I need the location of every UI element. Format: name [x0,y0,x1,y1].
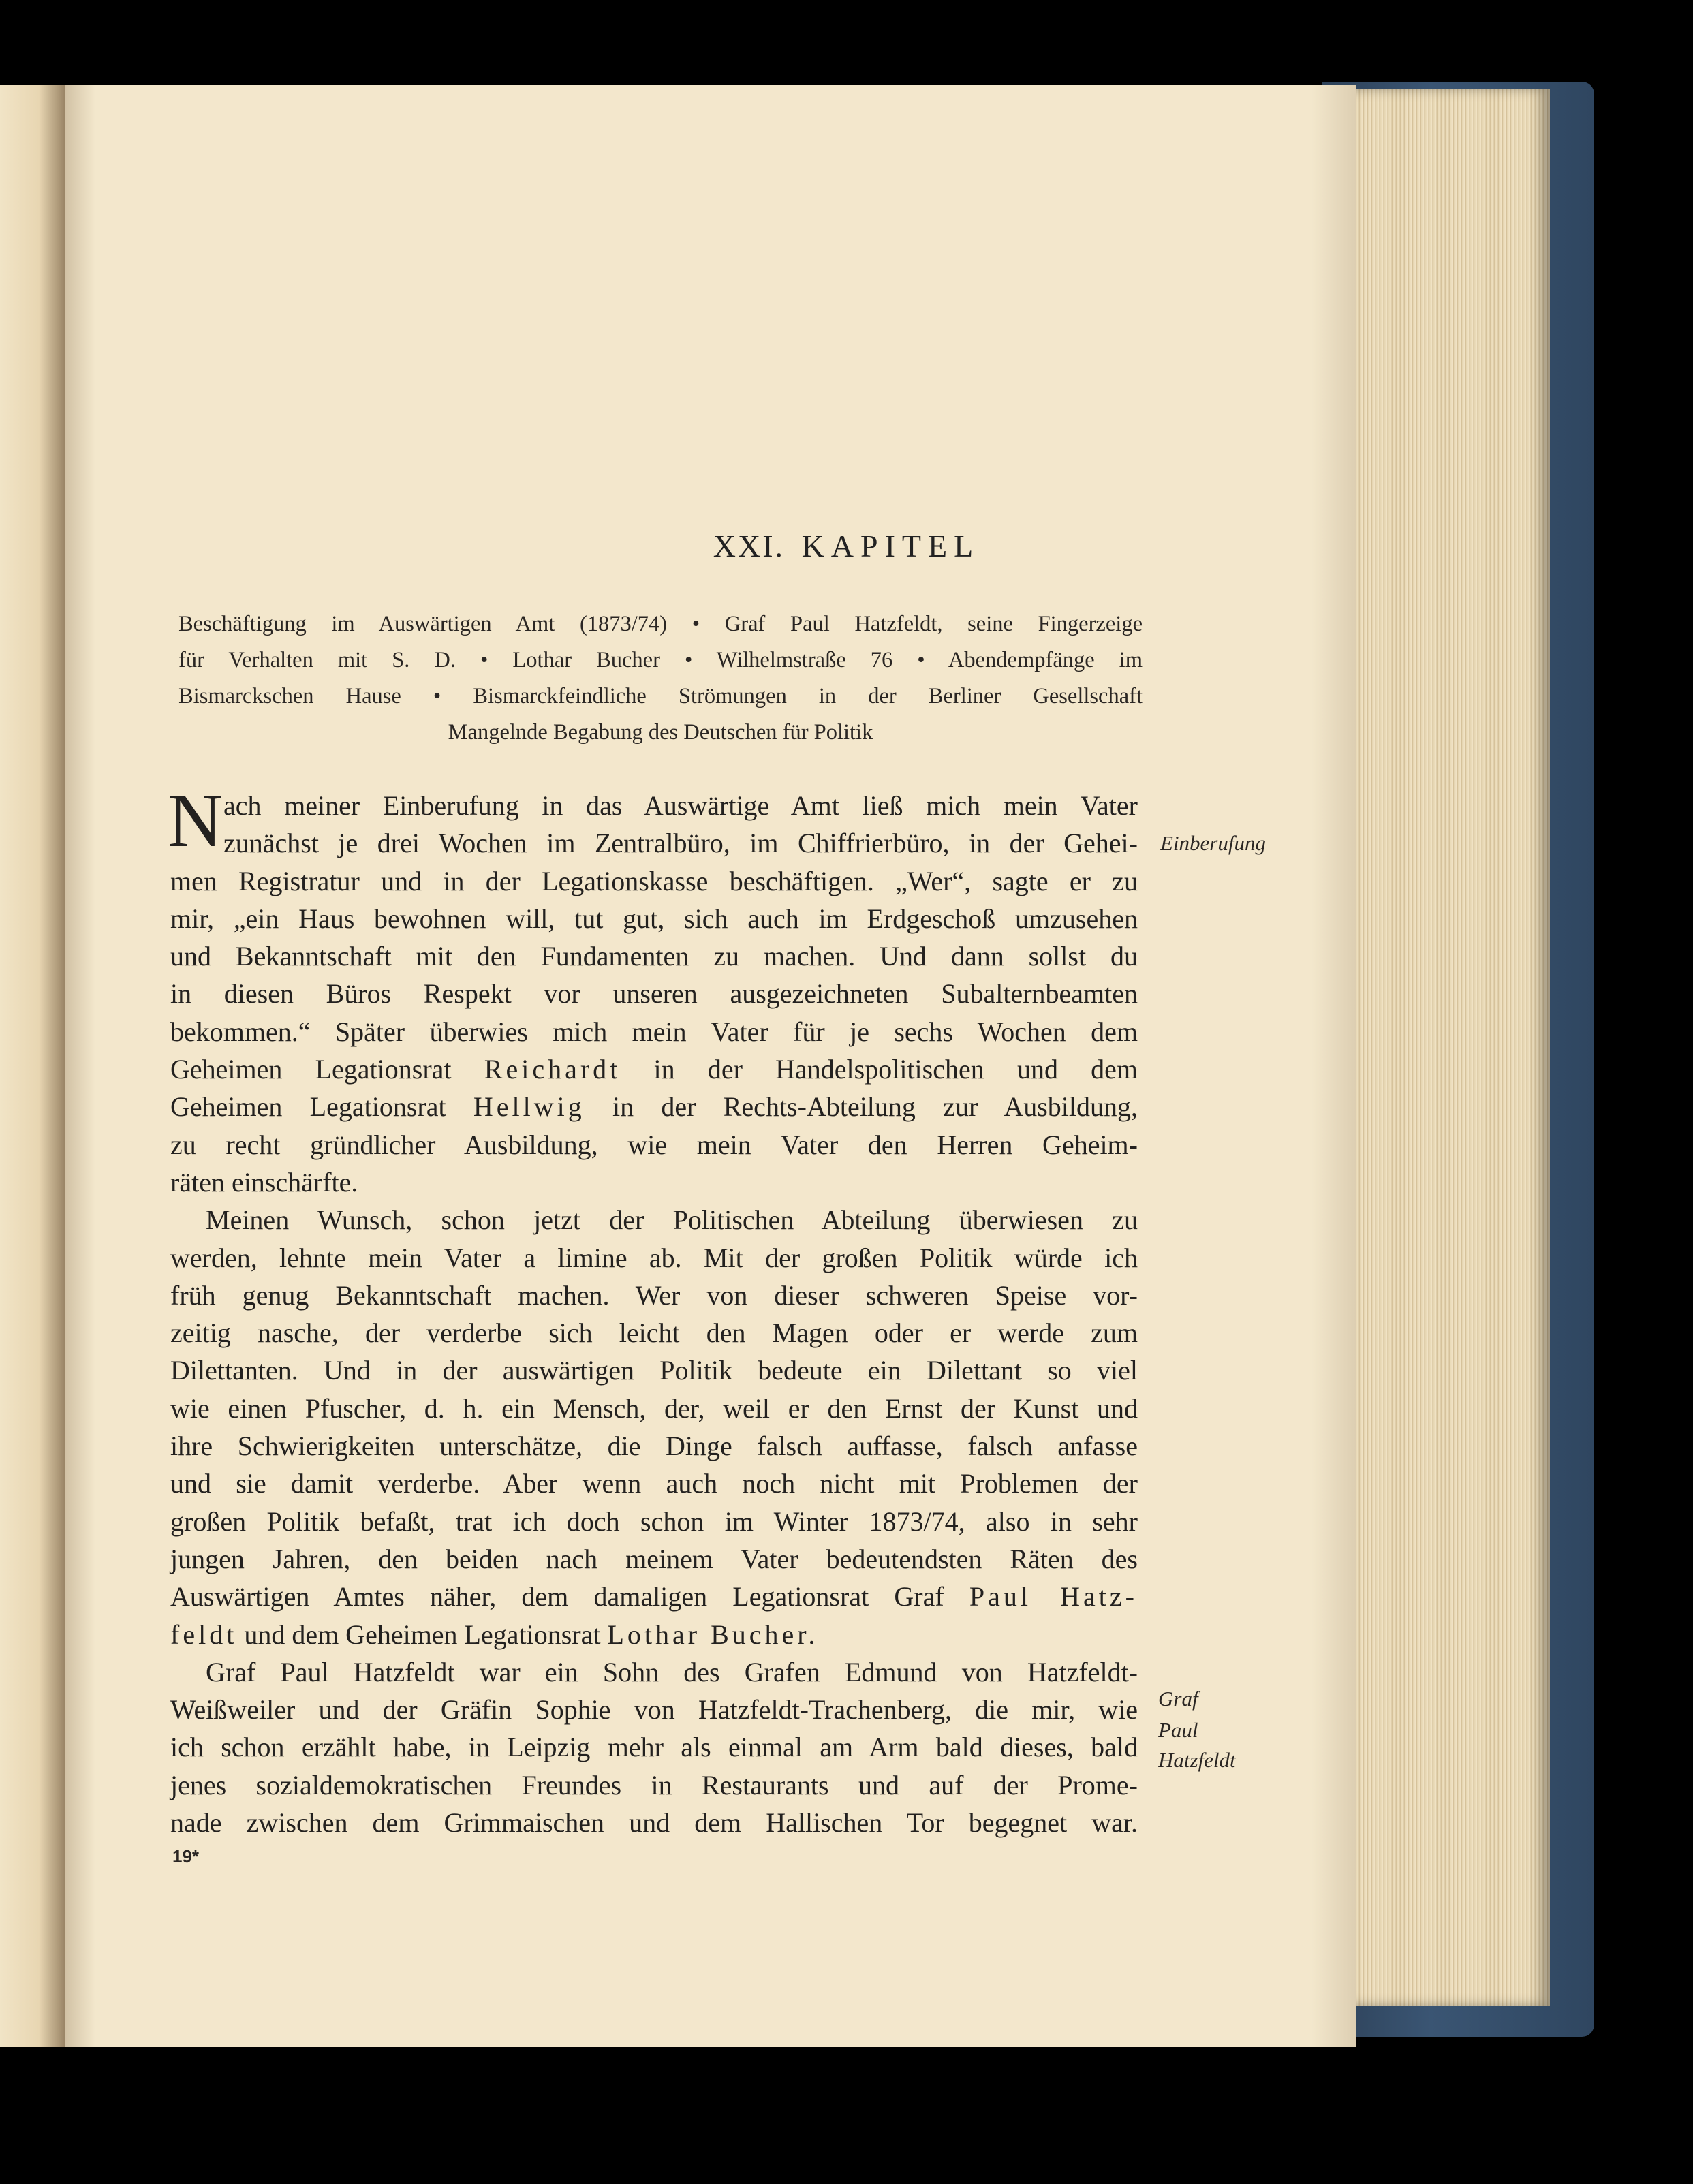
text-line: Dilettanten. Und in der auswärtigen Politik bedeute ein Dilettant so viel [170,1355,1138,1386]
page-edges [1352,89,1550,2006]
name-hellwig: Hellwig [473,1091,585,1123]
text-line: wie einen Pfuscher, d. h. ein Mensch, der, weil er den Ernst der Kunst und [170,1392,1138,1424]
text-line: Weißweiler und der Gräfin Sophie von Hatzfeldt-Trachenberg, die mir, wie [170,1694,1138,1726]
text-line: jungen Jahren, den beiden nach meinem Vater bedeutendsten Räten des [170,1543,1138,1574]
text-line: mir, „ein Haus bewohnen will, tut gut, sich auch im Erdgeschoß umzusehen [170,903,1138,934]
name-hatzfeldt-end: feldt [170,1619,238,1650]
text-line [170,1050,1138,1088]
text-line: und sie damit verderbe. Aber wenn auch noch nicht mit Problemen der [170,1468,1138,1499]
text-line: großen Politik befaßt, trat ich doch schon im Winter 1873/74, also in sehr [170,1506,1138,1537]
text-segment: und dem Geheimen Legationsrat [244,1619,601,1650]
text-line: nade zwischen dem Grimmaischen und dem Hallischen Tor begegnet war. [170,1807,1138,1839]
text-line: Graf Paul Hatzfeldt war ein Sohn des Grafen Edmund von Hatzfeldt- [206,1656,1138,1687]
summary-line: Mangelnde Begabung des Deutschen für Politik [448,720,873,745]
chapter-heading [0,528,1693,564]
name-reichardt: Reichardt [484,1054,621,1085]
margin-note-hatzfeldt: Hatzfeldt [1158,1748,1236,1772]
text-segment: Geheimen Legationsrat [170,1091,446,1123]
name-lothar-bucher: Lothar Bucher. [607,1619,819,1650]
text-line: werden, lehnte mein Vater a limine ab. Mit der großen Politik würde ich [170,1242,1138,1273]
text-line: in diesen Büros Respekt vor unseren ausgezeichneten Subalternbeamten [170,978,1138,1010]
text-line: men Registratur und in der Legationskasse beschäftigen. „Wer“, sagte er zu [170,865,1138,896]
chapter-word: KAPITEL [801,529,980,563]
summary-line: für Verhalten mit S. D. • Lothar Bucher • Wilhelmstraße 76 • Abendempfänge im [178,648,1143,672]
text-line [170,1616,1138,1653]
facing-page-edge [0,85,65,2047]
text-segment: Geheimen Legationsrat [170,1054,452,1085]
summary-line: Bismarckschen Hause • Bismarckfeindliche Strömungen in der Berliner Gesellschaft [178,684,1143,708]
text-segment: in der Rechts-Abteilung zur Ausbildung, [612,1091,1138,1123]
text-line [170,1088,1138,1125]
signature-mark: 19* [172,1846,200,1867]
margin-note-paul: Paul [1158,1718,1198,1742]
text-segment: in der Handelspolitischen und dem [653,1054,1138,1085]
drop-cap: N [168,779,223,863]
text-line: und Bekanntschaft mit den Fundamenten zu machen. Und dann sollst du [170,941,1138,972]
text-line: räten einschärfte. [170,1166,358,1198]
text-line: zeitig nasche, der verderbe sich leicht den Magen oder er werde zum [170,1317,1138,1349]
text-line: zunächst je drei Wochen im Zentralbüro, im Chiffrierbüro, in der Gehei- [223,828,1138,859]
chapter-number: XXI. [713,529,786,563]
text-line: bekommen.“ Später überwies mich mein Vater für je sechs Wochen dem [170,1016,1138,1047]
text-line: jenes sozialdemokratischen Freundes in Restaurants und auf der Prome- [170,1769,1138,1800]
text-line: zu recht gründlicher Ausbildung, wie mein Vater den Herren Geheim- [170,1129,1138,1160]
text-line: ihre Schwierigkeiten unterschätze, die Dinge falsch auffasse, falsch anfasse [170,1431,1138,1462]
text-line: ich schon erzählt habe, in Leipzig mehr als einmal am Arm bald dieses, bald [170,1732,1138,1763]
text-line: früh genug Bekanntschaft machen. Wer von dieser schweren Speise vor- [170,1279,1138,1311]
margin-note-einberufung: Einberufung [1160,831,1266,855]
text-line: Meinen Wunsch, schon jetzt der Politischen Abteilung überwiesen zu [206,1204,1138,1236]
name-paul-hatzfeldt: Paul Hatz- [969,1581,1138,1612]
text-segment: Auswärtigen Amtes näher, dem damaligen Legationsrat Graf [170,1581,944,1612]
text-line: ach meiner Einberufung in das Auswärtige Amt ließ mich mein Vater [223,790,1138,821]
text-line [170,1578,1138,1615]
summary-line: Beschäftigung im Auswärtigen Amt (1873/74) • Graf Paul Hatzfeldt, seine Fingerzeige [178,612,1143,636]
body-text [168,779,1138,1841]
chapter-summary [178,606,1143,751]
margin-note-graf: Graf [1158,1687,1198,1711]
